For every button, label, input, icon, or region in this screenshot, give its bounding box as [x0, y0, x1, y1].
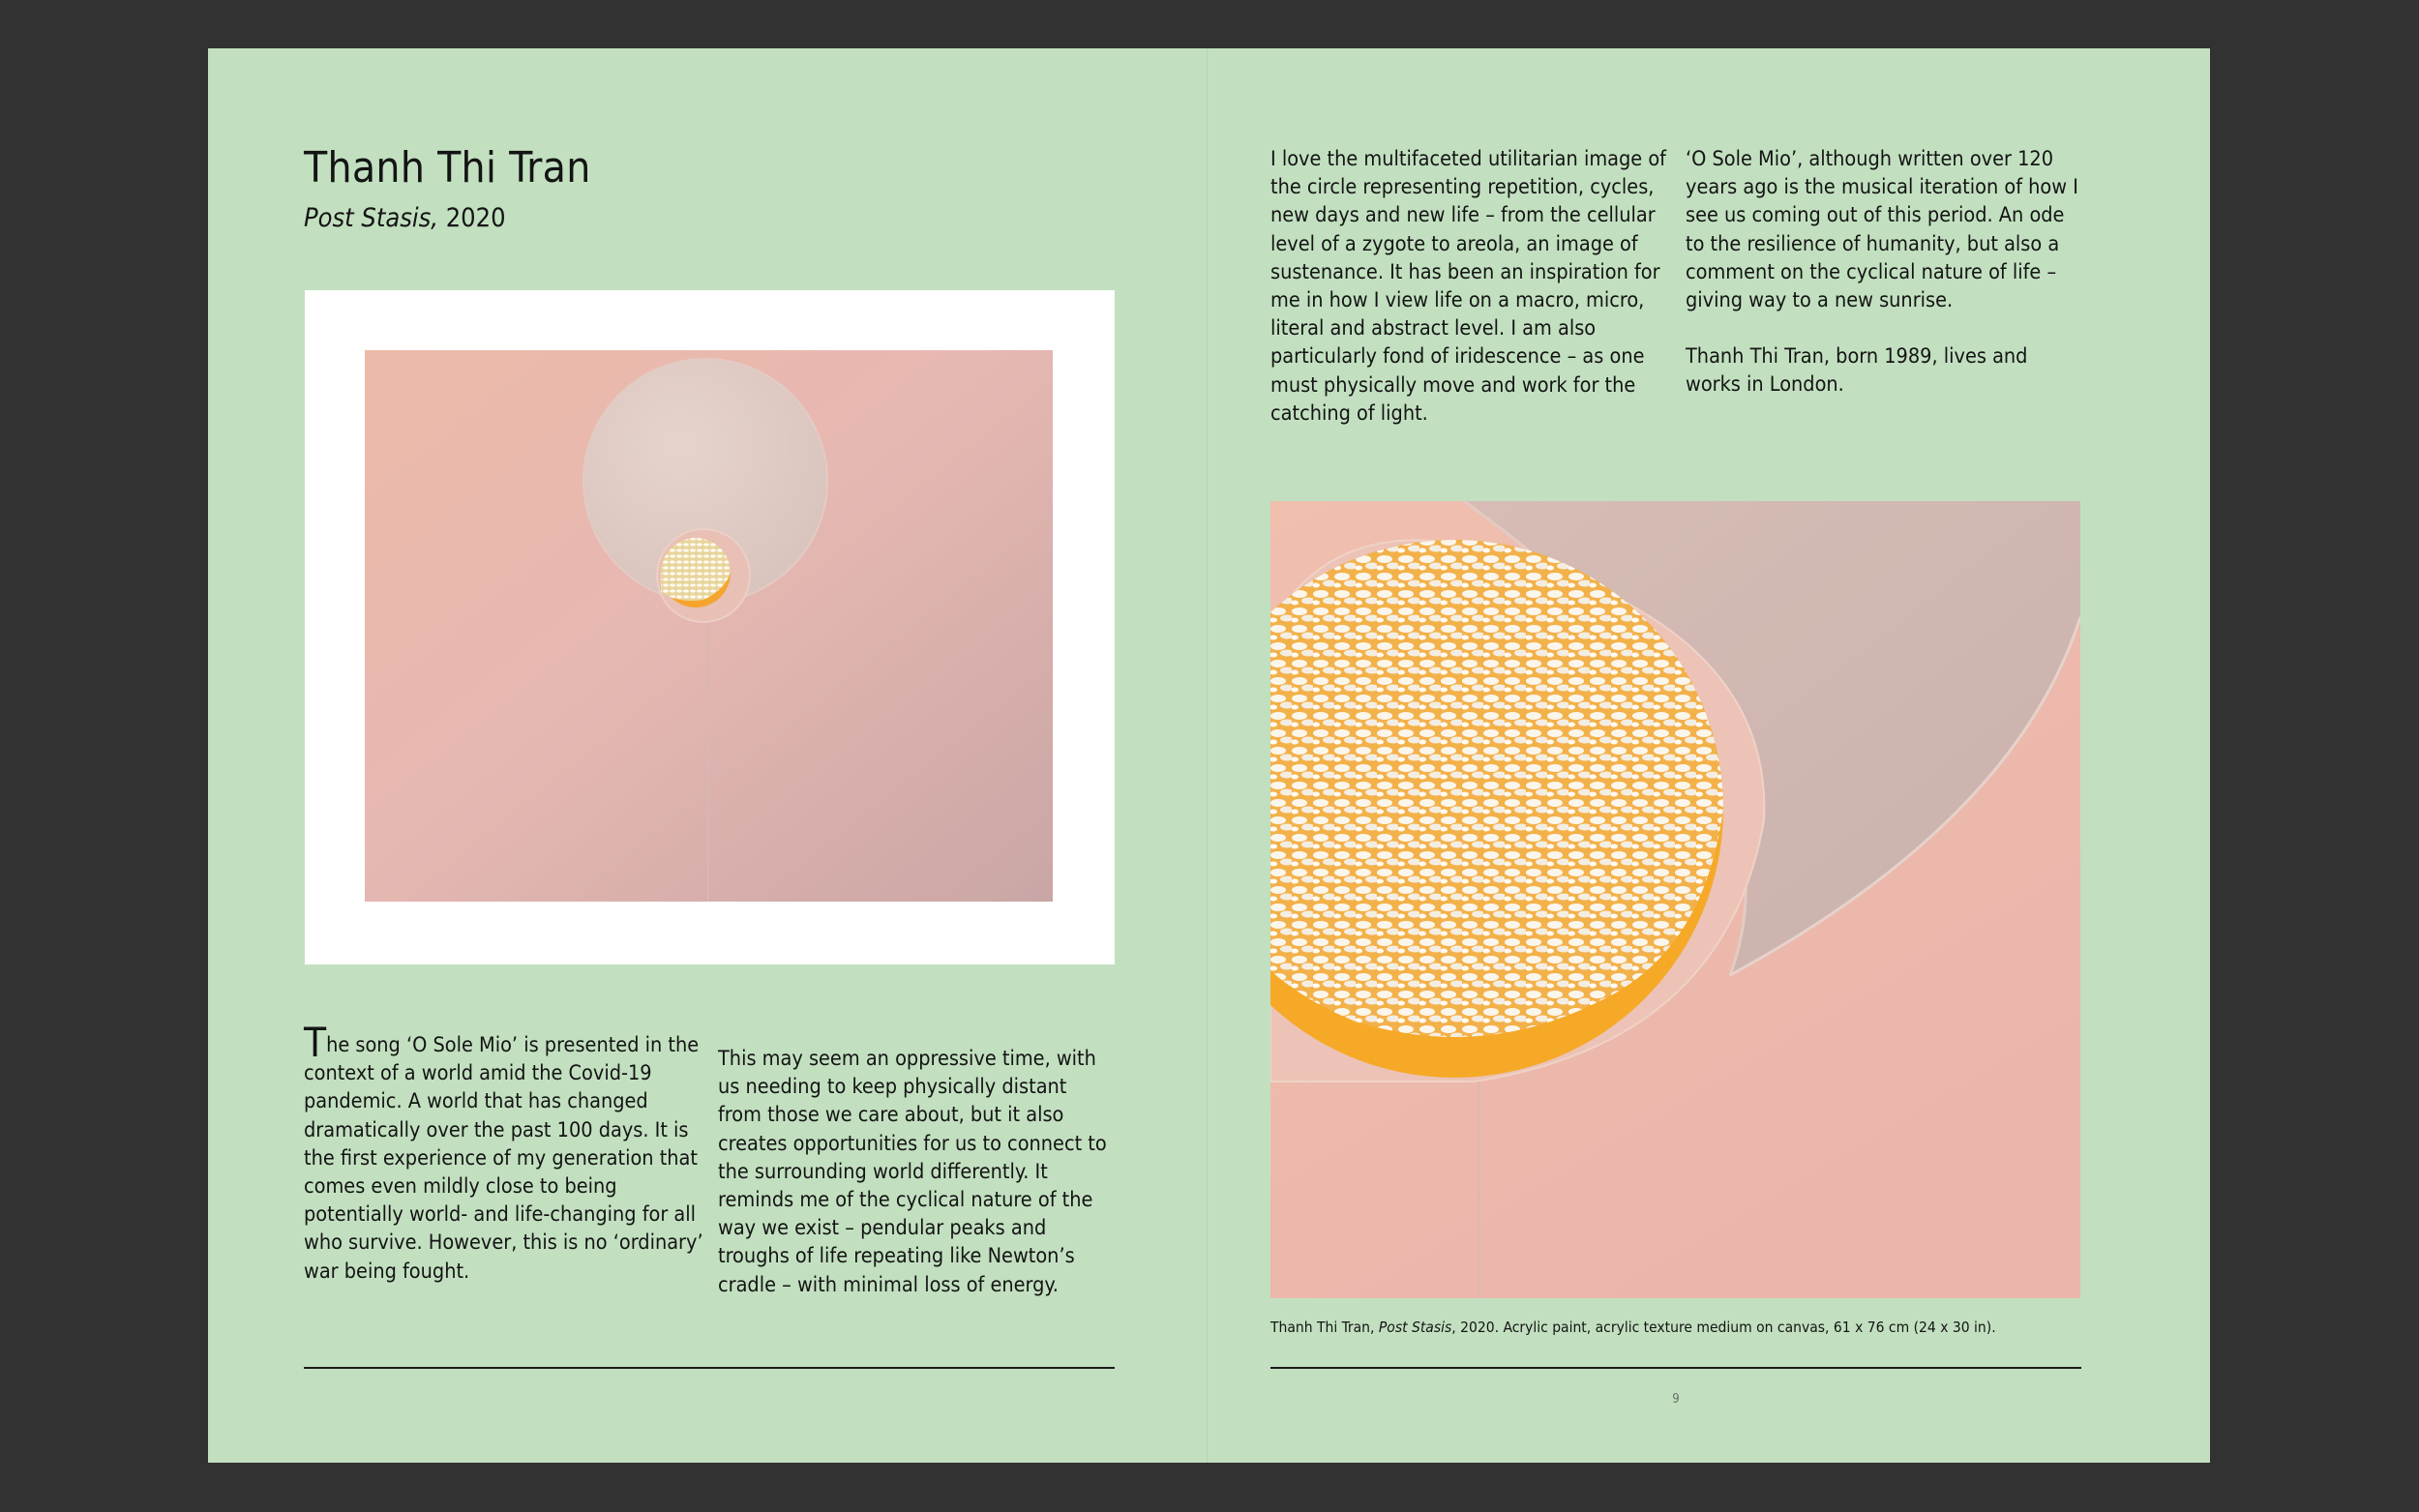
artwork-full-image [365, 350, 1053, 902]
body-text-col-3 [1270, 145, 1672, 428]
work-title: Post Stasis, [304, 203, 438, 233]
page-number: 9 [1672, 1392, 1680, 1407]
work-subtitle [304, 203, 506, 233]
footer-rule [304, 1367, 1115, 1369]
right-page [1208, 48, 2210, 1463]
artist-bio: Thanh Thi Tran, born 1989, lives and works in London. [1686, 344, 2028, 398]
footer-rule [1270, 1367, 2081, 1369]
body-text-col-1 [304, 1019, 705, 1286]
work-year: 2020 [445, 203, 506, 233]
artwork-frame [305, 290, 1115, 964]
image-caption [1270, 1319, 1996, 1336]
caption-title: Post Stasis [1378, 1319, 1452, 1336]
body-paragraph: I love the multifaceted utilitarian image of the circle representing repetition, cycles, new days and new life – from the cellular level of a zygote to areola, an image of sustenance. It has been an inspiration for me in how I view life on a macro, micro, literal and abstract level. I am also particularly fond of iridescence – as one must physically move and work for the catching of light. [1270, 147, 1666, 426]
magazine-spread [208, 48, 2210, 1463]
artwork-detail-image [1270, 501, 2080, 1298]
body-text-col-1-content: he song ‘O Sole Mio’ is presented in the context of a world amid the Covid-19 pandemic. A world that has changed dramatically over the past 100 days. It is the first experience of my generation that comes even mildly close to being potentially world- and life-changing for all who survive. However, this is no ‘ordinary’ war being fought. [304, 1033, 703, 1284]
caption-details: , 2020. Acrylic paint, acrylic texture medium on canvas, 61 x 76 cm (24 x 30 in). [1451, 1319, 1996, 1336]
body-paragraph: ‘O Sole Mio’, although written over 120 years ago is the musical iteration of how I see us coming out of this period. An ode to the resilience of humanity, but also a comment on the cyclical nature of life – giving way to a new sunrise. [1686, 147, 2078, 313]
left-page [208, 48, 1207, 1463]
body-text-col-2: This may seem an oppressive time, with us needing to keep physically distant from those we care about, but it also creates opportunities for us to connect to the surrounding world differently. It reminds me of the cyclical nature of the way we exist – pendular peaks and troughs of life repeating like Newton’s cradle – with minimal loss of energy. [718, 1047, 1107, 1297]
body-text-col-4 [1686, 145, 2087, 428]
caption-prefix: Thanh Thi Tran, [1270, 1319, 1379, 1336]
artist-name: Thanh Thi Tran [304, 143, 591, 193]
drop-cap: T [304, 1019, 327, 1066]
